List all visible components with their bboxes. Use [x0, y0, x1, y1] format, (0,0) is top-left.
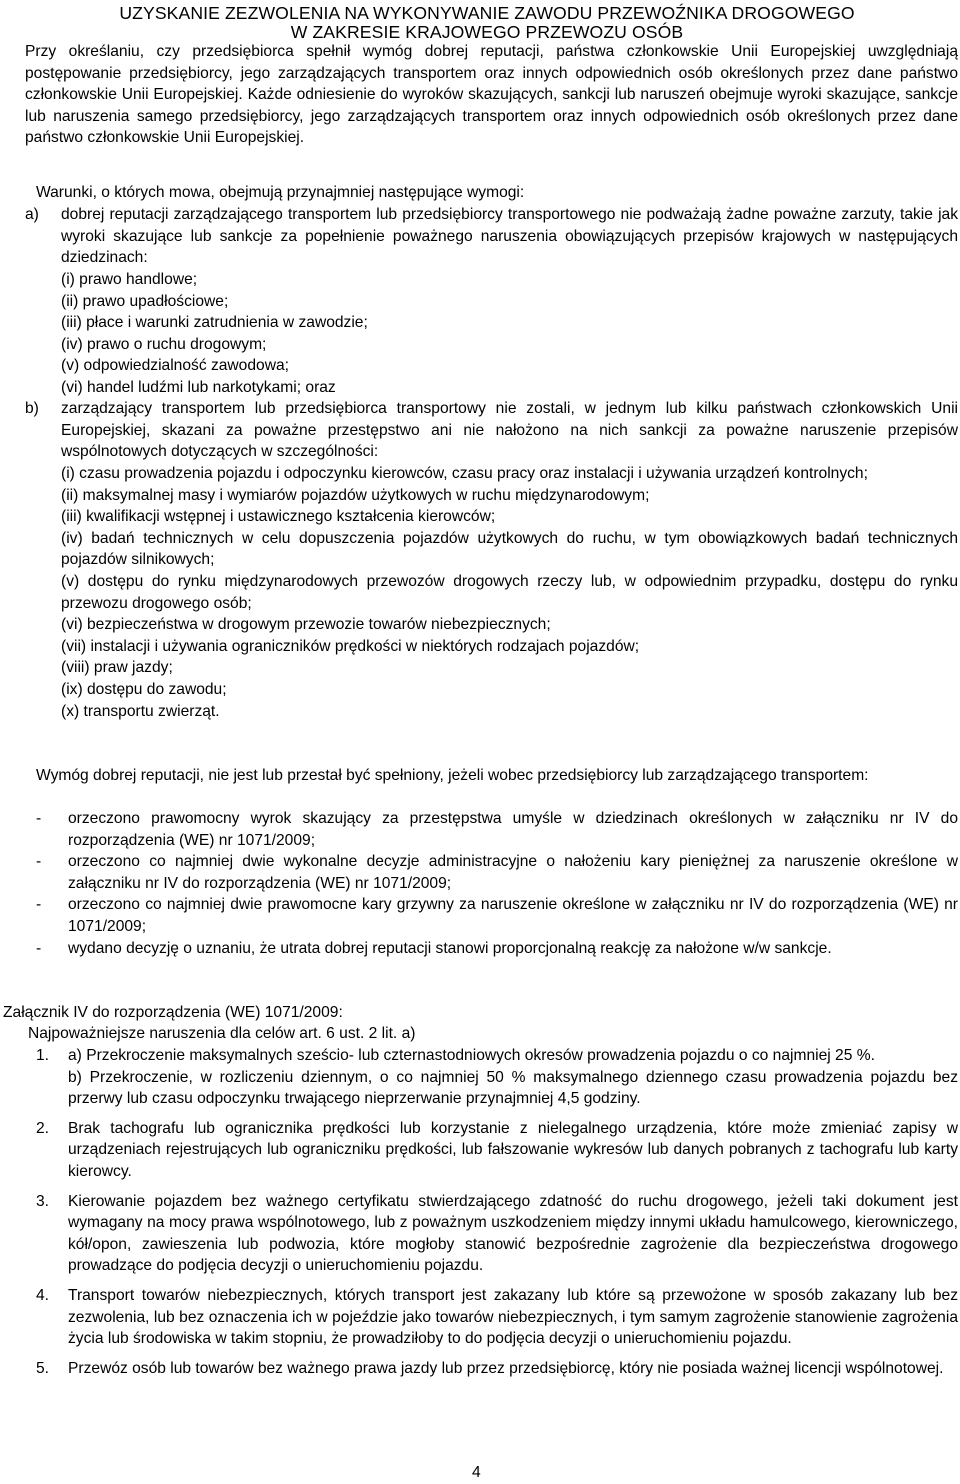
condition-a-list [61, 269, 368, 399]
condition-b-text: zarządzający transportem lub przedsiębiorca transportowy nie zostali, w jednym lub kilku państwach członkowskich Unii Europejskiej, skazani za poważne przestępstwo ani nie nałożono na nich sankcji za poważne naruszenie przepisów wspólnotowych dotyczących w szczególności: [61, 400, 958, 461]
list-item: (i) prawo handlowe; [61, 271, 198, 288]
list-item: (vi) bezpieczeństwa w drogowym przewozie towarów niebezpiecznych; [61, 616, 551, 634]
list-item: (i) czasu prowadzenia pojazdu i odpoczynku kierowców, czasu pracy oraz instalacji i używania urządzeń kontrolnych; [61, 465, 868, 482]
list-item: (v) dostępu do rynku międzynarodowych przewozów drogowych rzeczy lub, w odpowiednim przypadku, dostępu do rynku przewozu drogowego osób; [61, 572, 958, 612]
list-item: (iv) badań technicznych w celu dopuszczenia pojazdów użytkowych do ruchu, w tym obowiązkowych badań technicznych pojazdów silnikowych; [61, 529, 958, 569]
list-item: (ix) dostępu do zawodu; [61, 680, 227, 698]
dash-marker: - [36, 853, 42, 871]
document-title-line2: W ZAKRESIE KRAJOWEGO PRZEWOZU OSÓB [290, 22, 684, 42]
item-number: 4. [36, 1286, 50, 1304]
list-item: (ii) maksymalnej masy i wymiarów pojazdów użytkowych w ruchu międzynarodowym; [61, 486, 650, 504]
item-number [36, 1067, 68, 1110]
list-item: - orzeczono co najmniej dwie prawomocne kary grzywny za naruszenie określone w załączniku nr IV do rozporządzenia (WE) nr 1071/2009; [36, 894, 958, 937]
list-item: 5. Przewóz osób lub towarów bez ważnego prawa jazdy lub przez przedsiębiorcę, który nie posiada ważnej licencji wspólnotowej. [36, 1358, 958, 1380]
list-item: (ii) prawo upadłościowe; [61, 292, 229, 310]
list-item: (iii) płace i warunki zatrudnienia w zawodzie; [61, 314, 368, 332]
list-item: - orzeczono co najmniej dwie wykonalne decyzje administracyjne o nałożeniu kary pieniężnej za naruszenie określone w załączniku nr IV do rozporządzenia (WE) nr 1071/2009; [36, 851, 958, 894]
condition-a [25, 204, 958, 269]
list-item: (vii) instalacji i używania ograniczników prędkości w niektórych rodzajach pojazdów; [61, 637, 640, 655]
intro-paragraph: Przy określaniu, czy przedsiębiorca spełnił wymóg dobrej reputacji, państwa członkowskie Unii Europejskiej uwzględniają postępowanie przedsiębiorcy, jego zarządzających transportem oraz innych odpowiednich osób określonych przez dane państwo członkowskie Unii Europejskiej. Każde odniesienie do wyroków skazujących, sankcji lub naruszeń obejmuje wyroki skazujące, sankcje lub naruszenia samego przedsiębiorcy, jego zarządzających transportem oraz innych odpowiednich osób określonych przez dane państwo członkowskie Unii Europejskiej. [25, 43, 958, 147]
dash-marker: - [36, 896, 42, 914]
list-item: (v) odpowiedzialność zawodowa; [61, 357, 289, 375]
annex-title: Załącznik IV do rozporządzenia (WE) 1071/2009: [3, 1004, 343, 1021]
dash-list [36, 808, 958, 959]
list-item: (iii) kwalifikacji wstępnej i ustawicznego kształcenia kierowców; [61, 508, 496, 526]
condition-b-marker: b) [25, 400, 39, 417]
page-number: 4 [472, 1464, 481, 1481]
item-number: 3. [36, 1192, 50, 1210]
list-item: (viii) praw jazdy; [61, 659, 173, 677]
condition-b [25, 398, 958, 463]
document-title-line1: UZYSKANIE ZEZWOLENIA NA WYKONYWANIE ZAWODU PRZEWOŹNIKA DROGOWEGO [119, 3, 855, 23]
dash-marker: - [36, 810, 42, 827]
list-item: 4. Transport towarów niebezpiecznych, których transport jest zakazany lub które są przewożone w sposób zakazany lub bez zezwolenia, lub bez oznaczenia ich w pojeździe jako towarów niebezpiecznych, i tym samym zagrożenie stanowienie zagrożenia życia lub środowiska w takim stopniu, że prowadziłoby to do podjęcia decyzji o unieruchomieniu pojazdu. [36, 1285, 958, 1350]
reputation-paragraph: Wymóg dobrej reputacji, nie jest lub przestał być spełniony, jeżeli wobec przedsiębiorcy lub zarządzającego transportem: [36, 767, 869, 784]
dash-marker: - [36, 939, 42, 957]
item-number: 1. [36, 1047, 50, 1064]
condition-a-marker: a) [25, 206, 39, 223]
list-item: 2. Brak tachografu lub ogranicznika prędkości lub korzystanie z nielegalnego urządzenia, które może zmieniać zapisy w urządzeniach rejestrujących lub ograniczniku prędkości, lub fałszowanie wykresów lub danych pobranych z tachografu lub karty kierowcy. [36, 1118, 958, 1183]
list-item: (iv) prawo o ruchu drogowym; [61, 335, 267, 353]
list-item: b) Przekroczenie, w rozliczeniu dziennym, o co najmniej 50 % maksymalnego dziennego czasu prowadzenia pojazdu bez przerwy lub czasu odpoczynku trwającego nieprzerwanie przynajmniej 4,5 godziny. [36, 1067, 958, 1110]
list-item: 1. a) Przekroczenie maksymalnych sześcio- lub czternastodniowych okresów prowadzenia pojazdu o co najmniej 25 %. [36, 1045, 958, 1067]
list-item: 3. Kierowanie pojazdem bez ważnego certyfikatu stwierdzającego zdatność do ruchu drogowego, jeżeli taki dokument jest wymagany na mocy prawa wspólnotowego, lub z poważnym uszkodzeniem między innymi układu hamulcowego, kierowniczego, kół/opon, zawieszenia lub podwozia, które mogłoby stanowić bezpośrednie zagrożenie dla bezpieczeństwa drogowego prowadzące do podjęcia decyzji o unieruchomieniu pojazdu. [36, 1191, 958, 1277]
conditions-intro: Warunki, o których mowa, obejmują przynajmniej następujące wymogi: [36, 184, 525, 201]
list-item: - wydano decyzję o uznaniu, że utrata dobrej reputacji stanowi proporcjonalną reakcję za nałożone w/w sankcje. [36, 938, 958, 960]
list-item: (x) transportu zwierząt. [61, 702, 220, 720]
list-item: - orzeczono prawomocny wyrok skazujący za przestępstwa umyśle w dziedzinach określonych w załączniku nr IV do rozporządzenia (WE) nr 1071/2009; [36, 808, 958, 851]
condition-b-list [61, 463, 958, 722]
annex-list [36, 1045, 958, 1379]
condition-a-text: dobrej reputacji zarządzającego transportem lub przedsiębiorcy transportowego nie podważają żadne poważne zarzuty, takie jak wyroki skazujące lub sankcje za popełnienie poważnego naruszenia obowiązujących przepisów krajowych w następujących dziedzinach: [61, 206, 958, 267]
item-number: 2. [36, 1119, 50, 1137]
item-number: 5. [36, 1359, 50, 1377]
list-item: (vi) handel ludźmi lub narkotykami; oraz [61, 378, 336, 396]
annex-subtitle: Najpoważniejsze naruszenia dla celów art. 6 ust. 2 lit. a) [28, 1025, 416, 1042]
